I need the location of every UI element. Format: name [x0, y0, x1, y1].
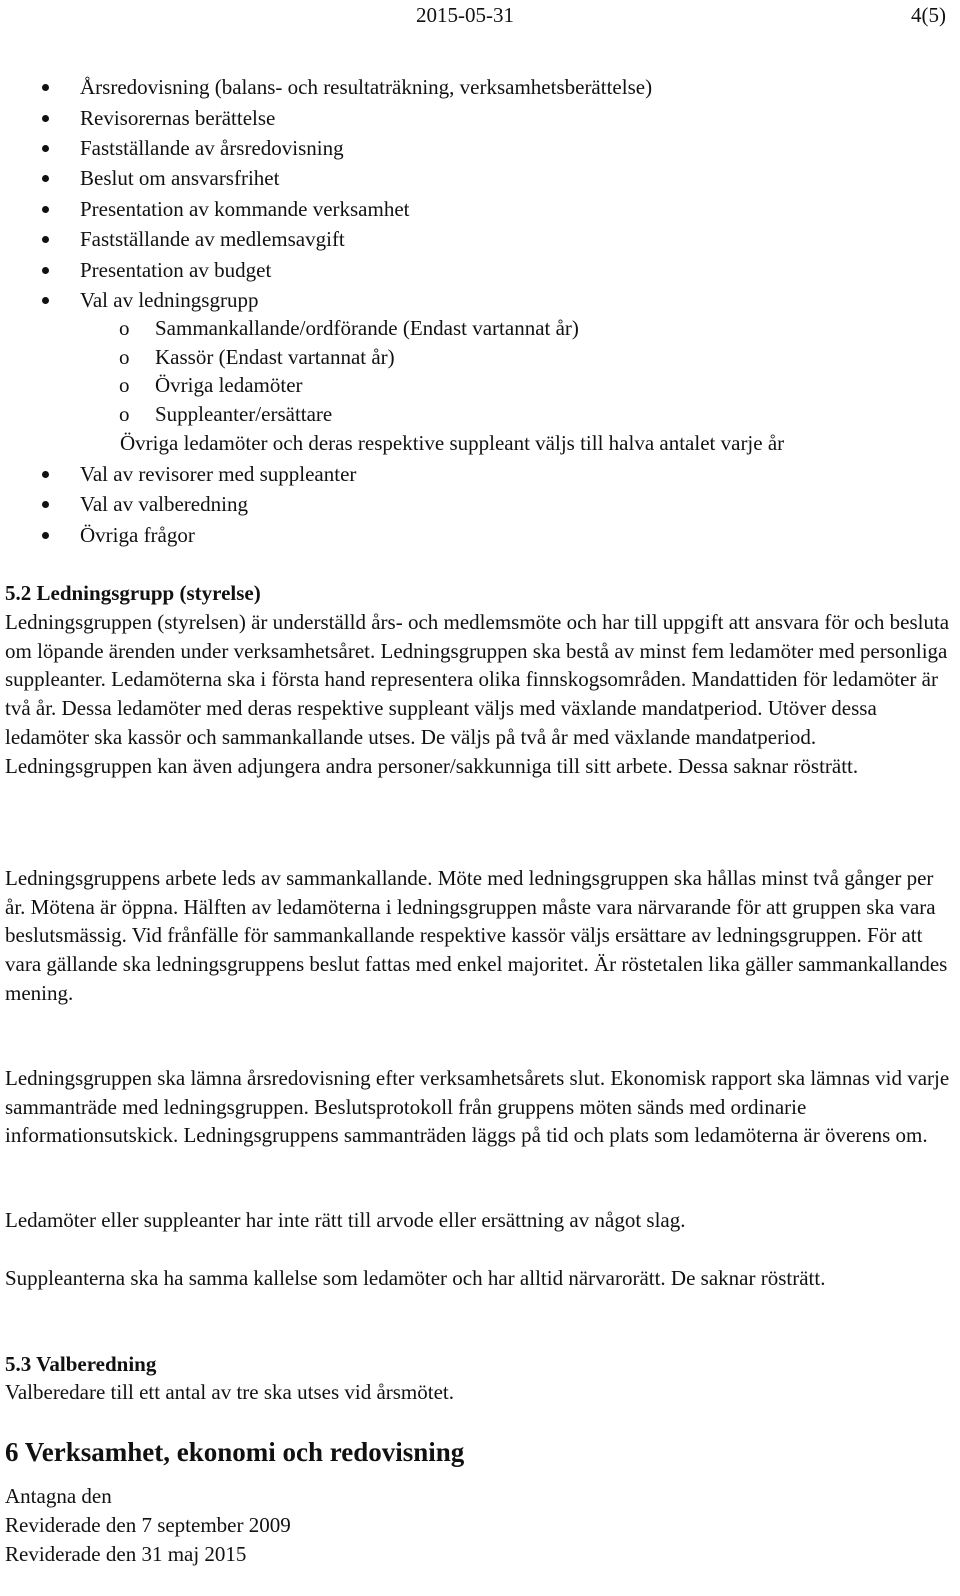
- sub-item: [119, 315, 579, 341]
- section-heading: 5.2 Ledningsgrupp (styrelse): [5, 581, 261, 605]
- revision-note: Antagna den: [5, 1484, 112, 1508]
- header-date: 2015-05-31: [416, 3, 514, 27]
- revision-note: Reviderade den 31 maj 2015: [5, 1542, 247, 1566]
- section-paragraph: Suppleanterna ska ha samma kallelse som ledamöter och har alltid närvarorätt. De saknar rösträtt.: [5, 1266, 826, 1290]
- sub-item: [119, 401, 333, 427]
- sub-item-label: Kassör (Endast vartannat år): [155, 345, 395, 369]
- section-paragraph: Valberedare till ett antal av tre ska utses vid årsmötet.: [5, 1380, 455, 1404]
- sub-item-marker: o: [119, 402, 130, 426]
- sub-item-label: Suppleanter/ersättare: [155, 402, 333, 426]
- sub-item-marker: o: [119, 316, 130, 340]
- section-paragraph: Ledningsgruppens arbete leds av sammankallande. Möte med ledningsgruppen ska hållas minst två gånger per år. Mötena är öppna. Hälften av ledamöterna i ledningsgruppen måste vara närvarande för att gruppen ska vara beslutsmässig. Vid frånfälle för sammankallande respektive kassör väljs ersättare av ledningsgruppen. För att vara gällande ska ledningsgruppens beslut fattas med enkel majoritet. Är röstetalen lika gäller sammankallandes mening.: [5, 866, 948, 1005]
- section-paragraph: Ledamöter eller suppleanter har inte rätt till arvode eller ersättning av något slag.: [5, 1208, 686, 1232]
- agenda-item: Val av ledningsgrupp: [80, 288, 259, 312]
- revision-note: Reviderade den 7 september 2009: [5, 1513, 291, 1537]
- section-paragraph: Ledningsgruppen (styrelsen) är underställd års- och medlemsmöte och har till uppgift att ansvara för och besluta om löpande ärenden under verksamhetsåret. Ledningsgruppen ska bestå av minst fem ledamöter med personliga suppleanter. Ledamöterna ska i första hand representera olika finnskogsområden. Mandattiden för ledamöter är två år. Dessa ledamöter med deras respektive suppleant väljs med växlande mandatperiod. Utöver dessa ledamöter ska kassör och sammankallande utses. De väljs på två år med växlande mandatperiod. Ledningsgruppen kan även adjungera andra personer/sakkunniga till sitt arbete. Dessa saknar rösträtt.: [5, 610, 950, 778]
- agenda-item: Presentation av kommande verksamhet: [80, 197, 410, 221]
- sub-item-marker: o: [119, 373, 130, 397]
- agenda-item: Presentation av budget: [80, 258, 272, 282]
- header-page-number: 4(5): [911, 3, 946, 27]
- sub-item-label: Sammankallande/ordförande (Endast vartannat år): [155, 316, 579, 340]
- agenda-item: Val av valberedning: [80, 492, 248, 516]
- section-heading: 5.3 Valberedning: [5, 1352, 157, 1376]
- agenda-item: Fastställande av årsredovisning: [80, 136, 344, 160]
- agenda-item: Val av revisorer med suppleanter: [80, 462, 357, 486]
- sub-note: Övriga ledamöter och deras respektive suppleant väljs till halva antalet varje år: [120, 431, 785, 455]
- section-paragraph: Ledningsgruppen ska lämna årsredovisning efter verksamhetsårets slut. Ekonomisk rapport ska lämnas vid varje sammanträde med ledningsgruppen. Beslutsprotokoll från gruppens möten sänds med ordinarie informationsutskick. Ledningsgruppens sammanträden läggs på tid och plats som ledamöterna är överens om.: [5, 1066, 950, 1148]
- agenda-item: Årsredovisning (balans- och resultaträkning, verksamhetsberättelse): [80, 75, 653, 99]
- sub-item-label: Övriga ledamöter: [155, 373, 303, 397]
- agenda-item: Beslut om ansvarsfrihet: [80, 166, 280, 190]
- chapter-heading: 6 Verksamhet, ekonomi och redovisning: [5, 1437, 465, 1467]
- agenda-item: Övriga frågor: [80, 523, 195, 547]
- agenda-item: Revisorernas berättelse: [80, 106, 276, 130]
- sub-item: [119, 344, 395, 370]
- sub-item-marker: o: [119, 345, 130, 369]
- agenda-item: Fastställande av medlemsavgift: [80, 227, 345, 251]
- sub-item: [119, 372, 303, 398]
